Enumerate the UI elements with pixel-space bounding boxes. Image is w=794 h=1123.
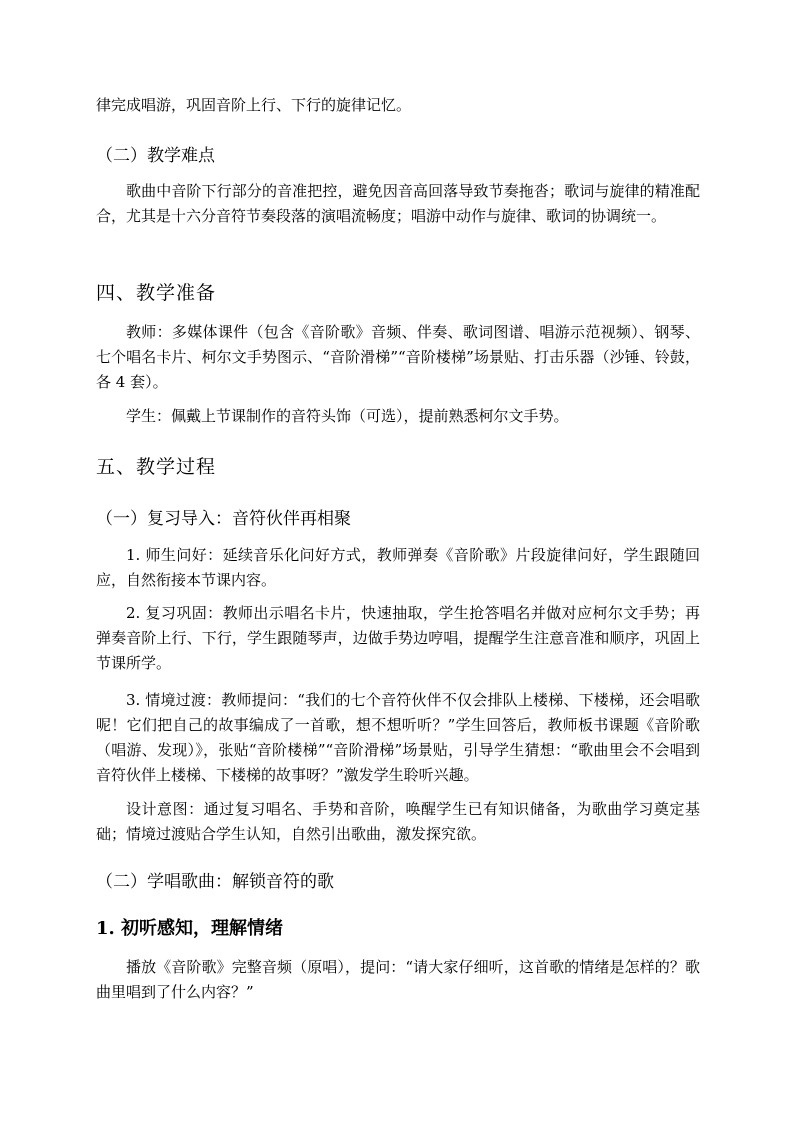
prep-student: 学生：佩戴上节课制作的音符头饰（可选），提前熟悉柯尔文手势。 xyxy=(126,407,569,425)
prep-teacher: 教师：多媒体课件（包含《音阶歌》音频、伴奏、歌词图谱、唱游示范视频）、钢琴、七个唱名卡片、柯尔文手势图示、“音阶滑梯”“音阶楼梯”场景贴、打击乐器（沙锤、铃鼓，各 4 套）。 xyxy=(96,323,700,391)
prep-heading: 四、教学准备 xyxy=(96,282,217,304)
part1-design-intent: 设计意图：通过复习唱名、手势和音阶，唤醒学生已有知识储备，为歌曲学习奠定基础；情境过渡贴合学生认知，自然引出歌曲，激发探究欲。 xyxy=(96,800,700,843)
intro-line: 律完成唱游，巩固音阶上行、下行的旋律记忆。 xyxy=(96,96,412,114)
process-heading: 五、教学过程 xyxy=(96,456,217,478)
part1-heading: （一）复习导入：音符伙伴再相聚 xyxy=(96,509,351,529)
part2-sub1-heading: 1. 初听感知，理解情绪 xyxy=(96,918,284,939)
part1-item3: 3. 情境过渡：教师提问：“我们的七个音符伙伴不仅会排队上楼梯、下楼梯，还会唱歌呢！它们把自己的故事编成了一首歌，想不想听听？”学生回答后，教师板书课题《音阶歌（唱游、发现）》，张贴“音阶楼梯”“音阶滑梯”场景贴，引导学生猜想：“歌曲里会不会唱到音符伙伴上楼梯、下楼梯的故事呀？”激发学生聆听兴趣。 xyxy=(96,691,700,784)
difficulty-heading: （二）教学难点 xyxy=(96,146,215,166)
part1-item2: 2. 复习巩固：教师出示唱名卡片，快速抽取，学生抢答唱名并做对应柯尔文手势；再弹奏音阶上行、下行，学生跟随琴声，边做手势边哼唱，提醒学生注意音准和顺序，巩固上节课所学。 xyxy=(96,604,700,672)
difficulty-body: 歌曲中音阶下行部分的音准把控，避免因音高回落导致节奏拖沓；歌词与旋律的精准配合，尤其是十六分音符节奏段落的演唱流畅度；唱游中动作与旋律、歌词的协调统一。 xyxy=(96,182,700,225)
part2-sub1-body: 播放《音阶歌》完整音频（原唱），提问：“请大家仔细听，这首歌的情绪是怎样的？歌曲里唱到了什么内容？” xyxy=(96,958,700,1001)
part2-heading: （二）学唱歌曲：解锁音符的歌 xyxy=(96,872,334,892)
part1-item1: 1. 师生问好：延续音乐化问好方式，教师弹奏《音阶歌》片段旋律问好，学生跟随回应，自然衔接本节课内容。 xyxy=(96,546,700,589)
